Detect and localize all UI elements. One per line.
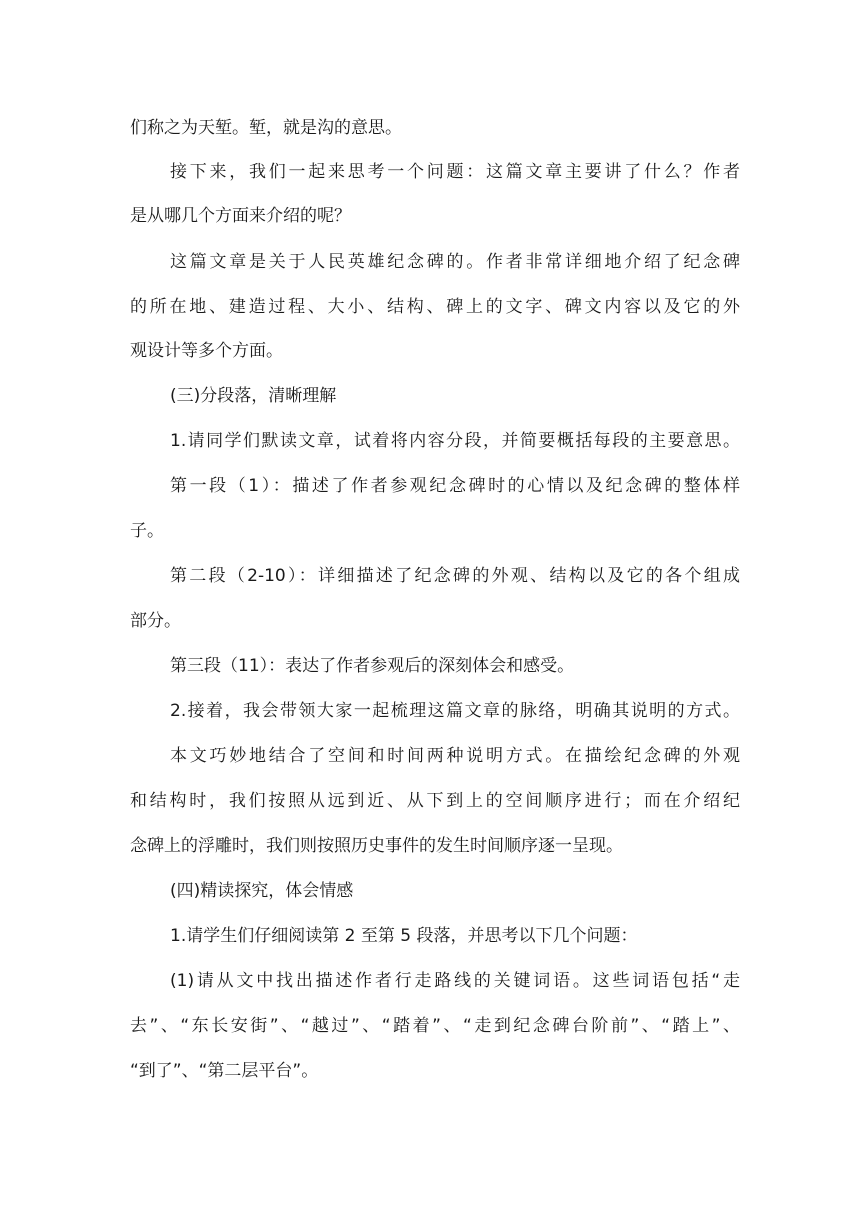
paragraph-line: 和结构时，我们按照从远到近、从下到上的空间顺序进行；而在介绍纪	[130, 791, 740, 811]
paragraph-line: 部分。	[130, 611, 181, 631]
paragraph-line: 观设计等多个方面。	[130, 341, 283, 361]
paragraph-line: 第一段（1）：描述了作者参观纪念碑时的心情以及纪念碑的整体样	[170, 476, 740, 496]
paragraph-line: 2.接着，我会带领大家一起梳理这篇文章的脉络，明确其说明的方式。	[170, 701, 740, 721]
paragraph-line: 子。	[130, 521, 164, 541]
paragraph-line: 第三段（11）：表达了作者参观后的深刻体会和感受。	[170, 656, 575, 676]
paragraph-line: 去”、“东长安街”、“越过”、“踏着”、“走到纪念碑台阶前”、“踏上”、	[130, 1016, 740, 1036]
paragraph-line: 接下来，我们一起来思考一个问题：这篇文章主要讲了什么？作者	[170, 162, 740, 182]
section-heading: (四)精读探究，体会情感	[170, 881, 354, 901]
paragraph-line: 的所在地、建造过程、大小、结构、碑上的文字、碑文内容以及它的外	[130, 297, 740, 317]
paragraph-line: 是从哪几个方面来介绍的呢？	[130, 206, 351, 226]
paragraph-line: 们称之为天堑。堑，就是沟的意思。	[130, 118, 402, 138]
paragraph-line: 这篇文章是关于人民英雄纪念碑的。作者非常详细地介绍了纪念碑	[170, 252, 740, 272]
paragraph-line: 本文巧妙地结合了空间和时间两种说明方式。在描绘纪念碑的外观	[170, 746, 740, 766]
section-heading: (三)分段落，清晰理解	[170, 386, 337, 406]
paragraph-line: 第二段（2-10）：详细描述了纪念碑的外观、结构以及它的各个组成	[170, 566, 740, 586]
paragraph-line: (1)请从文中找出描述作者行走路线的关键词语。这些词语包括“走	[170, 971, 740, 991]
paragraph-line: 1.请学生们仔细阅读第 2 至第 5 段落，并思考以下几个问题：	[170, 926, 638, 946]
paragraph-line: 念碑上的浮雕时，我们则按照历史事件的发生时间顺序逐一呈现。	[130, 836, 623, 856]
paragraph-line: “到了”、“第二层平台”。	[130, 1061, 319, 1081]
paragraph-line: 1.请同学们默读文章，试着将内容分段，并简要概括每段的主要意思。	[170, 431, 740, 451]
